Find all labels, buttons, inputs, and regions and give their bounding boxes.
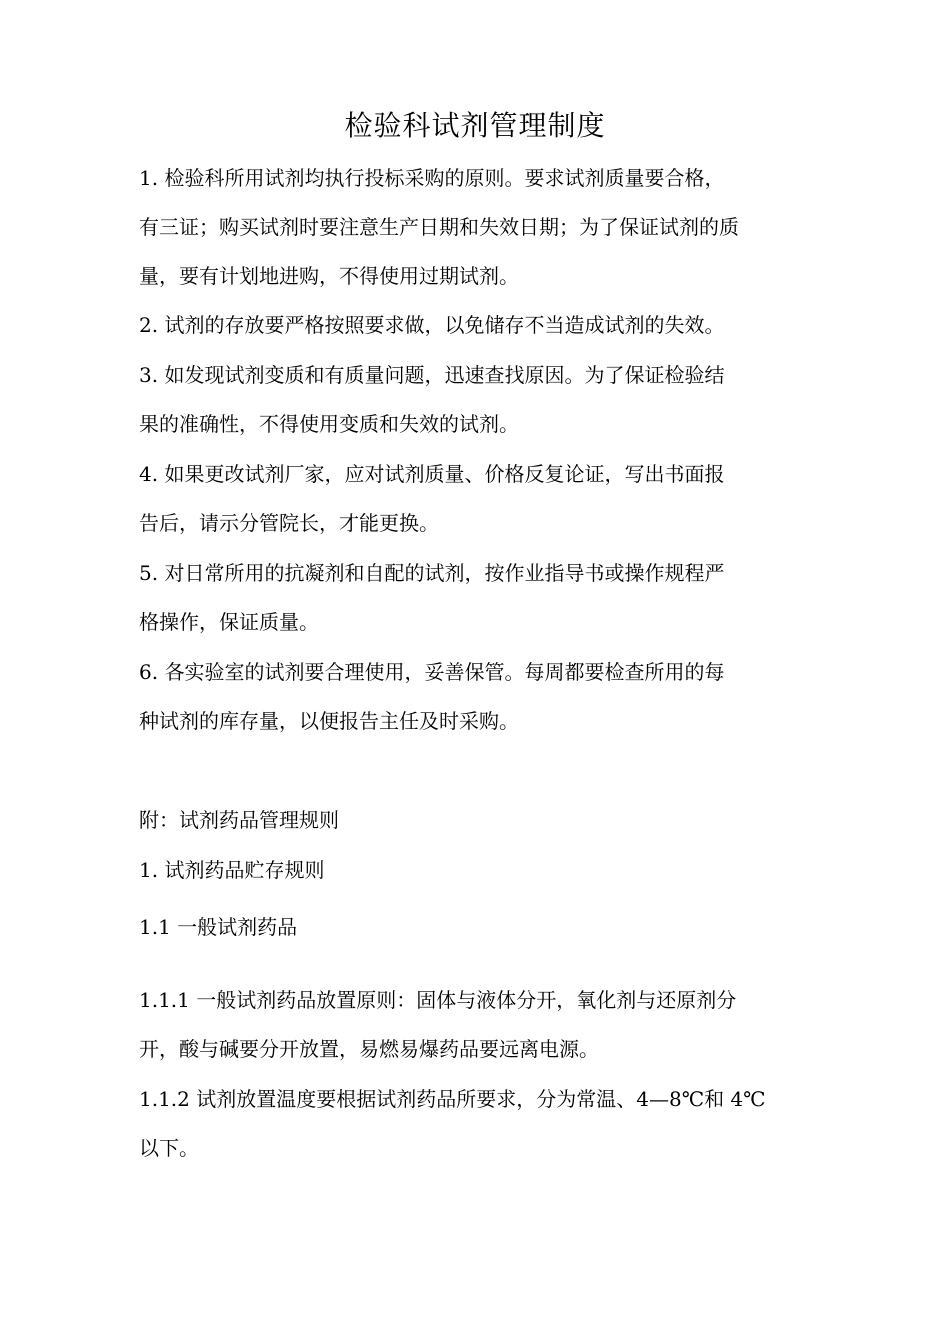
rule-6-line-1: 6. 各实验室的试剂要合理使用，妥善保管。每周都要检查所用的每 [139,660,725,684]
appendix-section-1: 1. 试剂药品贮存规则 [139,858,325,882]
rule-1-line-1: 1. 检验科所用试剂均执行投标采购的原则。要求试剂质量要合格， [139,166,725,190]
rule-3-line-1: 3. 如发现试剂变质和有质量问题，迅速查找原因。为了保证检验结 [139,363,725,387]
appendix-section-1-1: 1.1 一般试剂药品 [139,915,298,939]
rule-3-line-2: 果的准确性，不得使用变质和失效的试剂。 [139,412,519,436]
rule-5-line-2: 格操作，保证质量。 [139,610,319,634]
rule-4-line-2: 告后，请示分管院长，才能更换。 [139,511,439,535]
appendix-rule-1-1-2-line-1: 1.1.2 试剂放置温度要根据试剂药品所要求，分为常温、4—8℃和 4℃ [139,1087,766,1111]
appendix-heading: 附：试剂药品管理规则 [139,808,339,832]
document-title: 检验科试剂管理制度 [344,109,606,142]
rule-4-line-1: 4. 如果更改试剂厂家，应对试剂质量、价格反复论证，写出书面报 [139,462,725,486]
appendix-rule-1-1-1-line-2: 开，酸与碱要分开放置，易燃易爆药品要远离电源。 [139,1037,599,1061]
rule-5-line-1: 5. 对日常所用的抗凝剂和自配的试剂，按作业指导书或操作规程严 [139,561,725,585]
rule-1-line-3: 量，要有计划地进购，不得使用过期试剂。 [139,264,519,288]
appendix-rule-1-1-2-line-2: 以下。 [139,1136,199,1160]
rule-1-line-2: 有三证；购买试剂时要注意生产日期和失效日期；为了保证试剂的质 [139,215,739,239]
rule-6-line-2: 种试剂的库存量，以便报告主任及时采购。 [139,709,519,733]
rule-2-line-1: 2. 试剂的存放要严格按照要求做，以免储存不当造成试剂的失效。 [139,313,725,337]
appendix-rule-1-1-1-line-1: 1.1.1 一般试剂药品放置原则：固体与液体分开，氧化剂与还原剂分 [139,988,737,1012]
